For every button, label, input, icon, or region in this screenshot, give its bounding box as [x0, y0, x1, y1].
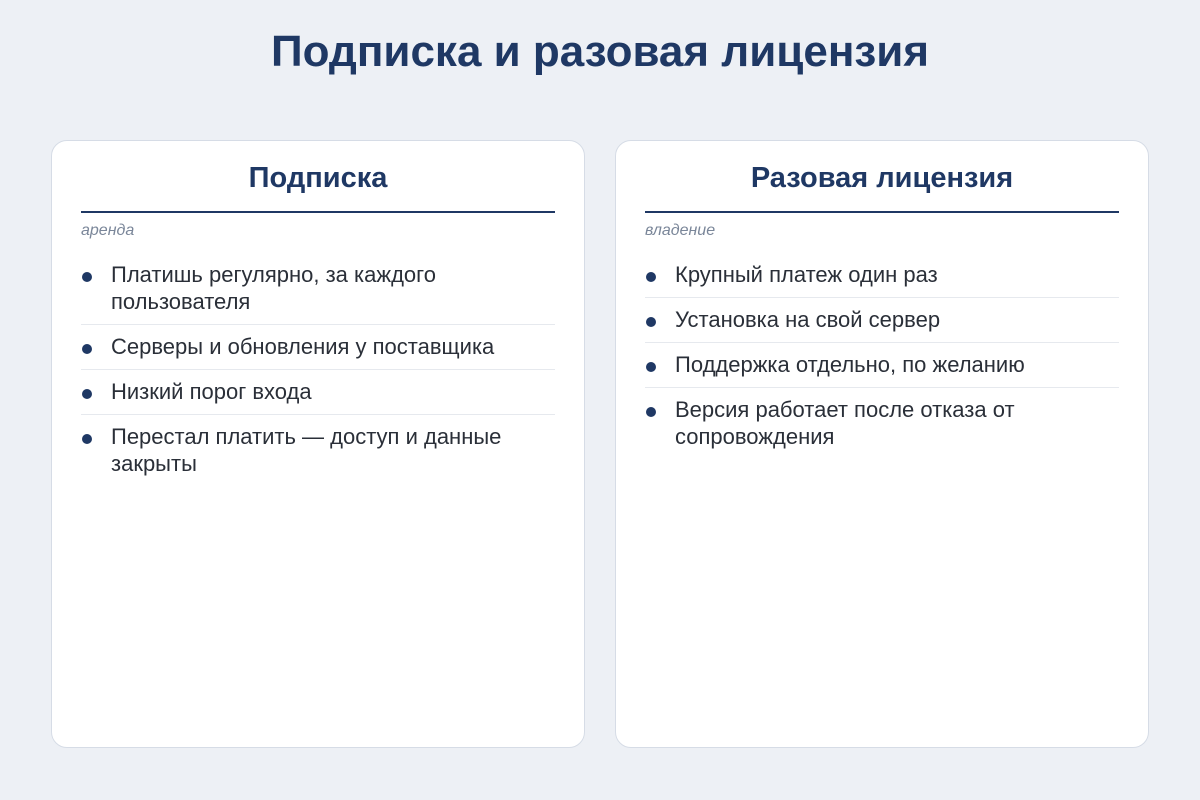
- list-item: [81, 370, 555, 415]
- card-divider: [645, 211, 1119, 213]
- list-item: [81, 325, 555, 370]
- one-time-license-card: [615, 140, 1149, 748]
- bullet-icon: [82, 389, 92, 399]
- list-item: [81, 253, 555, 325]
- list-item: [645, 298, 1119, 343]
- card-item-list: [645, 253, 1119, 459]
- bullet-icon: [82, 272, 92, 282]
- card-title: Подписка: [248, 162, 388, 194]
- subscription-card: [51, 140, 585, 748]
- list-item-text: Серверы и обновления у поставщика: [111, 334, 495, 359]
- list-item-text: Низкий порог входа: [111, 379, 312, 404]
- card-subtitle: аренда: [81, 222, 135, 239]
- list-item-text: Перестал платить — доступ и данные закрыты: [111, 424, 502, 476]
- list-item-text: Установка на свой сервер: [675, 307, 941, 332]
- list-item: [645, 253, 1119, 298]
- card-item-list: [81, 253, 555, 486]
- list-item-text: Платишь регулярно, за каждого пользователя: [111, 262, 436, 314]
- list-item-text: Поддержка отдельно, по желанию: [675, 352, 1025, 377]
- bullet-icon: [646, 407, 656, 417]
- card-divider: [81, 211, 555, 213]
- card-title: Разовая лицензия: [750, 162, 1014, 194]
- bullet-icon: [646, 317, 656, 327]
- list-item-text: Версия работает после отказа от сопровождения: [675, 397, 1015, 449]
- bullet-icon: [82, 434, 92, 444]
- page-title: Подписка и разовая лицензия: [270, 27, 929, 76]
- list-item: [81, 415, 555, 486]
- bullet-icon: [646, 362, 656, 372]
- list-item: [645, 343, 1119, 388]
- list-item: [645, 388, 1119, 459]
- bullet-icon: [646, 272, 656, 282]
- card-subtitle: владение: [645, 222, 716, 239]
- list-item-text: Крупный платеж один раз: [675, 262, 938, 287]
- bullet-icon: [82, 344, 92, 354]
